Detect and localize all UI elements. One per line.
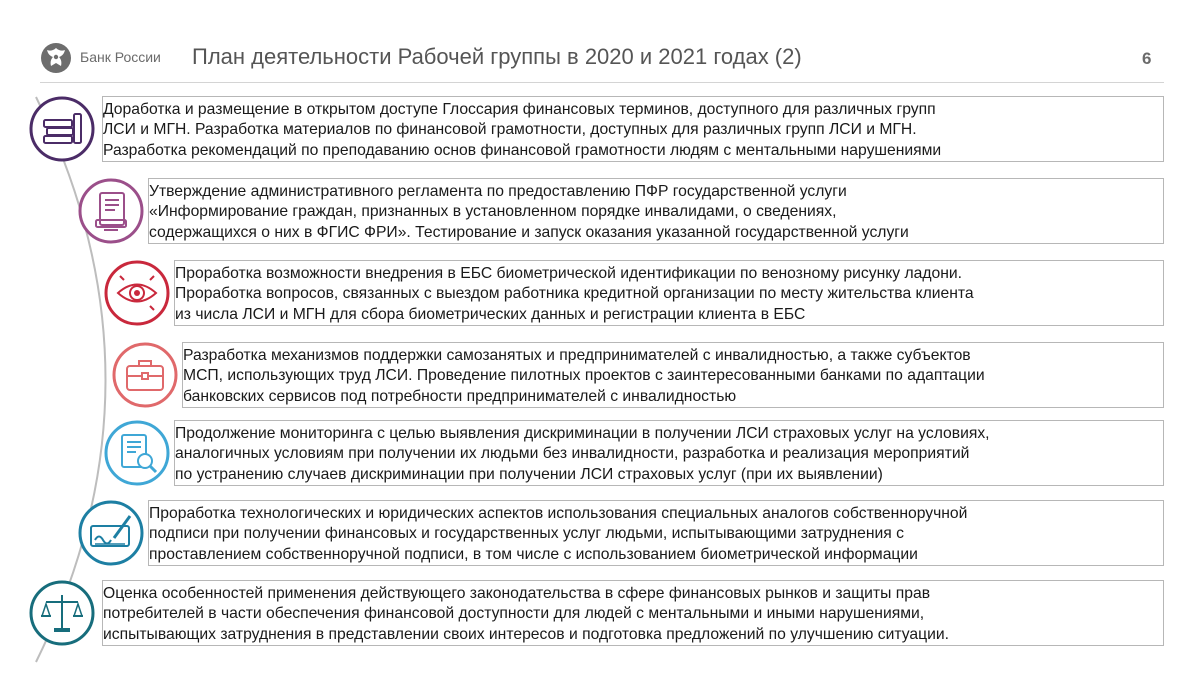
plan-item-line: проставлением собственноручной подписи, в том числе с использованием биометрической информации: [149, 545, 918, 563]
plan-item-line: Разработка рекомендаций по преподаванию основ финансовой грамотности людям с ментальными нарушениями: [103, 141, 942, 159]
plan-item-line: из числа ЛСИ и МГН для сбора биометрических данных и регистрации клиента в ЕБС: [175, 305, 806, 323]
plan-item-2: [148, 178, 1164, 244]
books-icon: [29, 96, 95, 162]
plan-item-line: аналогичных условиям при получении их людьми без инвалидности, разработка и реализация мероприятий: [175, 445, 970, 463]
plan-item-line: Проработка вопросов, связанных с выездом работника кредитной организации по месту жительства клиента: [175, 285, 974, 303]
plan-item-line: Оценка особенностей применения действующего законодательства в сфере финансовых рынков и защиты прав: [103, 585, 931, 602]
plan-item-line: потребителей в части обеспечения финансовой доступности для людей с ментальными и иными нарушениями,: [103, 605, 925, 623]
plan-item-line: «Информирование граждан, признанных в установленном порядке инвалидами, о сведениях,: [149, 203, 837, 221]
scales-icon: [29, 580, 95, 646]
plan-item-line: по устранению случаев дискриминации при получении ЛСИ страховых услуг (при их выявлении): [175, 465, 883, 483]
plan-item-1: [102, 96, 1164, 162]
plan-item-line: Продолжение мониторинга с целью выявления дискриминации в получении ЛСИ страховых услуг на условиях,: [175, 425, 990, 442]
bank-name: Банк России: [80, 49, 161, 65]
briefcase-icon: [112, 342, 178, 408]
page-number: 6: [1142, 49, 1152, 68]
plan-item-line: испытывающих затруднения в представлении своих интересов и подготовка предложений по улучшению ситуации.: [103, 625, 949, 643]
biometric-eye-icon: [104, 260, 170, 326]
plan-item-5: [174, 420, 1164, 486]
plan-item-3: [174, 260, 1164, 326]
document-regulation-icon: [78, 178, 144, 244]
plan-item-line: Проработка возможности внедрения в ЕБС биометрической идентификации по венозному рисунку ладони.: [175, 265, 963, 282]
document-search-icon: [104, 420, 170, 486]
plan-item-line: содержащихся о них в ФГИС ФРИ». Тестирование и запуск оказания указанной государственной услуги: [149, 223, 909, 241]
plan-item-line: Разработка механизмов поддержки самозанятых и предпринимателей с инвалидностью, а также субъектов: [183, 347, 971, 364]
plan-item-line: МСП, использующих труд ЛСИ. Проведение пилотных проектов с заинтересованными банками по адаптации: [183, 367, 985, 385]
plan-item-line: подписи при получении финансовых и государственных услуг людьми, испытывающими затруднения с: [149, 525, 905, 543]
plan-item-line: ЛСИ и МГН. Разработка материалов по финансовой грамотности, доступных для различных групп ЛСИ и МГН.: [103, 121, 917, 139]
plan-item-7: [102, 580, 1164, 646]
signature-pen-icon: [78, 500, 144, 566]
plan-item-6: [148, 500, 1164, 566]
plan-item-line: Проработка технологических и юридических аспектов использования специальных аналогов собственноручной: [149, 505, 968, 522]
plan-item-4: [182, 342, 1164, 408]
plan-item-line: банковских сервисов под потребности предпринимателей с инвалидностью: [183, 387, 737, 405]
slide-title: План деятельности Рабочей группы в 2020 и 2021 годах (2): [192, 44, 802, 69]
plan-item-line: Доработка и размещение в открытом доступе Глоссария финансовых терминов, доступного для различных групп: [103, 101, 936, 118]
plan-item-line: Утверждение административного регламента по предоставлению ПФР государственной услуги: [149, 183, 847, 200]
